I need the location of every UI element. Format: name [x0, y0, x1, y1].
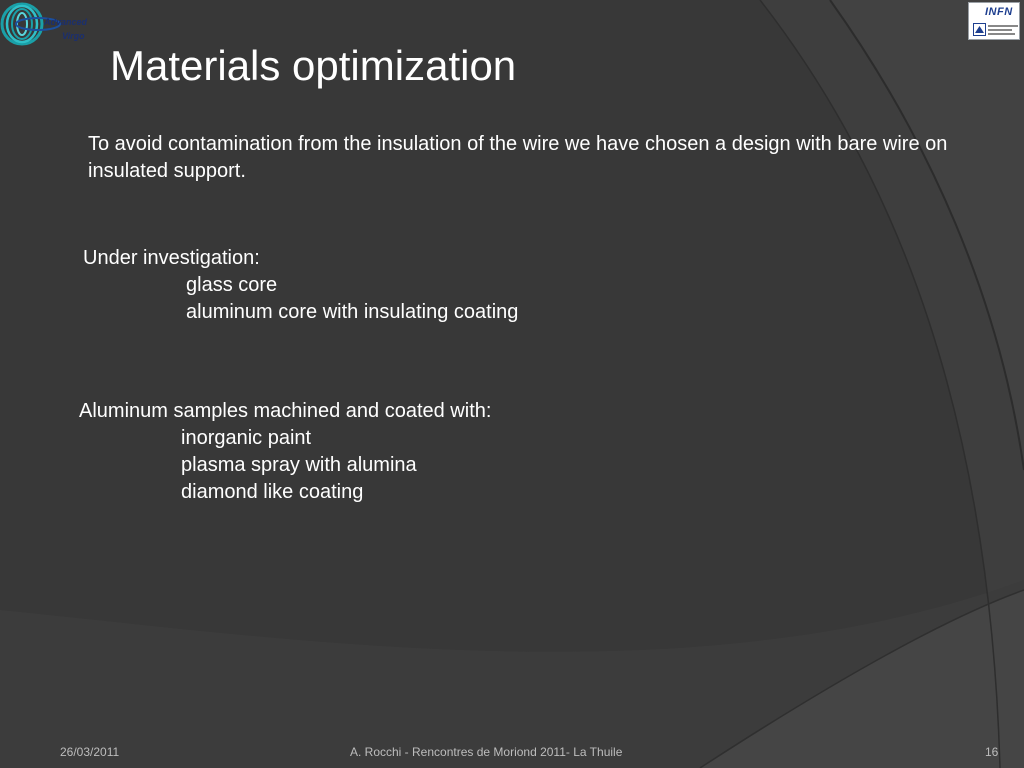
contamination-paragraph: To avoid contamination from the insulation of the wire we have chosen a design with bare wire on insulated support.: [88, 133, 948, 182]
samples-heading: Aluminum samples machined and coated with:: [79, 400, 492, 422]
investigation-heading: Under investigation:: [83, 247, 260, 269]
footer-date: 26/03/2011: [60, 745, 120, 759]
samples-block: [79, 398, 491, 506]
infn-logo: [968, 2, 1020, 40]
investigation-item: glass core: [186, 274, 278, 296]
samples-item: inorganic paint: [181, 427, 312, 449]
investigation-item: aluminum core with insulating coating: [186, 301, 519, 323]
footer-page-number: 16: [985, 745, 999, 759]
logo-text-advanced: Advanced: [44, 17, 88, 27]
slide-title: Materials optimization: [110, 42, 517, 89]
samples-item: diamond like coating: [181, 481, 364, 503]
investigation-block: [83, 245, 518, 326]
samples-item: plasma spray with alumina: [181, 454, 417, 476]
infn-logo-text: INFN: [985, 6, 1013, 18]
infn-emblem-icon: [973, 23, 986, 36]
advanced-virgo-logo: [0, 0, 92, 50]
infn-logo-fine-print: [988, 24, 1018, 35]
footer-presenter: A. Rocchi - Rencontres de Moriond 2011- La Thuile: [350, 745, 623, 759]
logo-text-virgo: Virgo: [62, 31, 85, 41]
